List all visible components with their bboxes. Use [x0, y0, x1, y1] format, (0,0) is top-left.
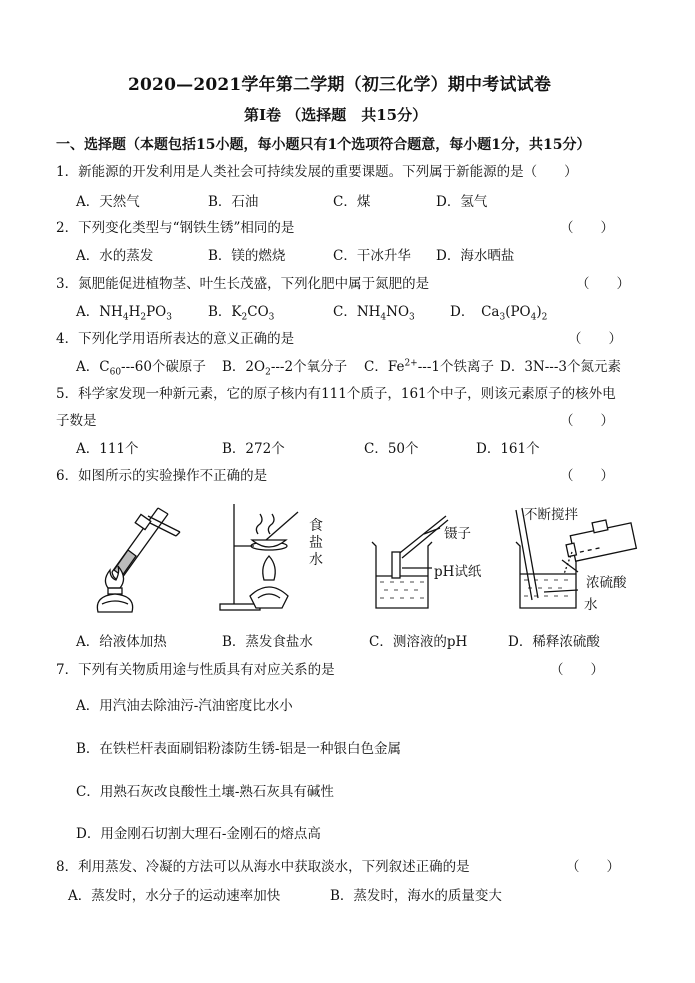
q7-option-b: B．在铁栏杆表面刷铝粉漆防生锈-铝是一种银白色金属: [76, 741, 401, 757]
q5-option-c: C．50个: [364, 441, 419, 457]
figure-b-label: 食 盐 水: [309, 518, 323, 568]
q2-option-b: B．镁的燃烧: [208, 248, 286, 264]
q7-answer-paren: （ ）: [550, 662, 604, 678]
q4-option-d: D．3N---3个氮元素: [500, 359, 621, 375]
q8-option-b: B．蒸发时，海水的质量变大: [330, 888, 502, 904]
section-heading: 一、选择题（本题包括15小题，每小题只有1个选项符合题意，每小题1分，共15分）: [56, 137, 591, 153]
q1-stem: 1．新能源的开发利用是人类社会可持续发展的重要课题。下列属于新能源的是（ ）: [56, 164, 578, 180]
q7-option-c: C．用熟石灰改良酸性土壤-熟石灰具有碱性: [76, 784, 334, 800]
q8-stem: 8．利用蒸发、冷凝的方法可以从海水中获取淡水，下列叙述正确的是: [56, 859, 470, 875]
q2-option-d: D．海水晒盐: [436, 248, 515, 264]
q4-option-b: B．$2O_2---2$个氧分子: [222, 359, 348, 378]
q8-answer-paren: （ ）: [566, 859, 620, 875]
q4-option-c: C．$Fe^{2+}---1$个铁离子: [364, 358, 495, 375]
exam-title: 2020—2021学年第二学期（初三化学）期中考试试卷: [128, 75, 552, 95]
q2-option-c: C．干冰升华: [333, 248, 411, 264]
q1-option-a: A．天然气: [76, 194, 140, 210]
figure-a-heating-liquid: [80, 500, 190, 615]
q6-answer-paren: （ ）: [560, 468, 614, 484]
q5-stem-line1: 5．科学家发现一种新元素，它的原子核内有111个质子，161个中子，则该元素原子的核外电: [56, 386, 616, 402]
q2-answer-paren: （ ）: [560, 220, 614, 236]
figure-d-acid-label: 浓硫酸: [586, 575, 627, 591]
q5-stem-line2: 子数是: [56, 413, 97, 429]
q2-option-a: A．水的蒸发: [76, 248, 154, 264]
q6-option-c: C．测溶液的pH: [369, 634, 468, 650]
q2-stem: 2．下列变化类型与“钢铁生锈”相同的是: [56, 220, 295, 236]
q3-option-a: A．$NH_4H_2PO_3$: [76, 304, 172, 323]
q6-option-d: D．稀释浓硫酸: [508, 634, 600, 650]
q6-option-a: A．给液体加热: [76, 634, 167, 650]
q5-option-d: D．161个: [476, 441, 540, 457]
q5-option-b: B．272个: [222, 441, 285, 457]
q1-option-b: B．石油: [208, 194, 259, 210]
q4-stem: 4．下列化学用语所表达的意义正确的是: [56, 331, 295, 347]
q7-option-a: A．用汽油去除油污-汽油密度比水小: [76, 698, 293, 714]
q7-option-d: D．用金刚石切割大理石-金刚石的熔点高: [76, 826, 321, 842]
figure-c-ph-paper-label: pH试纸: [434, 564, 482, 580]
figure-d-water-label: 水: [584, 597, 598, 613]
q3-option-b: B．$K_2CO_3$: [208, 304, 275, 323]
part-title: 第Ⅰ卷 （选择题 共15分）: [244, 106, 428, 124]
q3-option-d: D． $Ca_3(PO_4)_2$: [450, 304, 548, 323]
q8-option-a: A．蒸发时，水分子的运动速率加快: [68, 888, 281, 904]
figure-c-tweezers-label: 镊子: [444, 526, 471, 542]
q5-option-a: A．111个: [76, 441, 139, 457]
q3-stem: 3．氮肥能促进植物茎、叶生长茂盛，下列化肥中属于氮肥的是: [56, 276, 430, 292]
q6-stem: 6．如图所示的实验操作不正确的是: [56, 468, 268, 484]
q4-option-a: A．$C_{60}---60$个碳原子: [76, 359, 206, 378]
q6-option-b: B．蒸发食盐水: [222, 634, 313, 650]
q1-option-c: C．煤: [333, 194, 371, 210]
q5-answer-paren: （ ）: [560, 413, 614, 429]
q3-answer-paren: （ ）: [576, 276, 630, 292]
q4-answer-paren: （ ）: [568, 331, 622, 347]
q7-stem: 7．下列有关物质用途与性质具有对应关系的是: [56, 662, 335, 678]
figure-d-stir-label: 不断搅拌: [524, 507, 578, 523]
q3-option-c: C．$NH_4NO_3$: [333, 304, 415, 323]
q1-option-d: D．氢气: [436, 194, 488, 210]
